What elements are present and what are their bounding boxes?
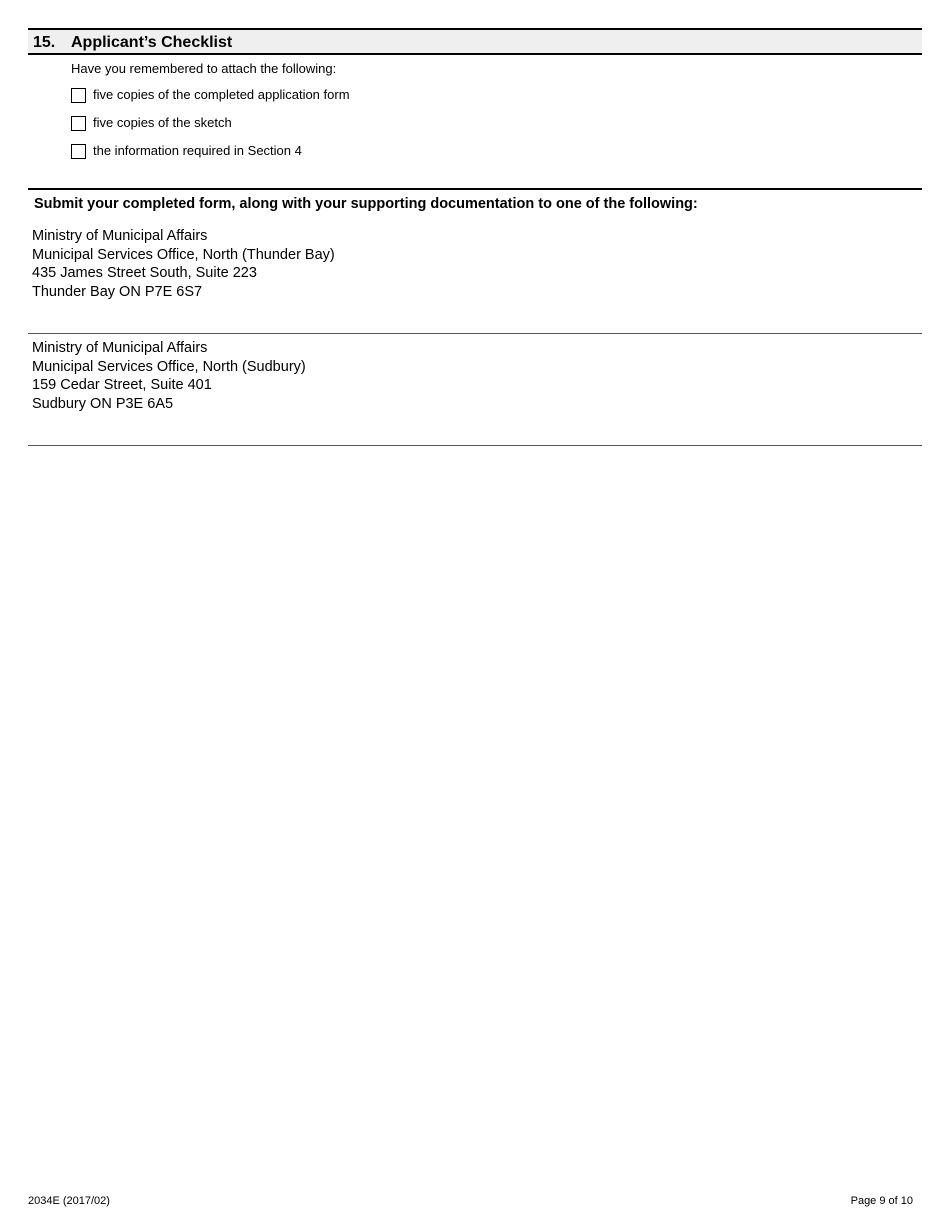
form-id: 2034E (2017/02) bbox=[28, 1195, 110, 1207]
address-line: Municipal Services Office, North (Sudbury) bbox=[32, 358, 306, 375]
checkbox[interactable] bbox=[71, 144, 86, 159]
section-number: 15. bbox=[33, 34, 56, 51]
address-line: Ministry of Municipal Affairs bbox=[32, 340, 208, 356]
checkbox[interactable] bbox=[71, 88, 86, 103]
checklist-item-label: the information required in Section 4 bbox=[93, 143, 302, 158]
address-sudbury bbox=[32, 339, 306, 414]
address-line: Ministry of Municipal Affairs bbox=[32, 228, 208, 244]
address-thunder-bay bbox=[32, 227, 335, 302]
checkbox[interactable] bbox=[71, 116, 86, 131]
checklist-instruction: Have you remembered to attach the following: bbox=[71, 61, 337, 76]
section-header bbox=[28, 28, 922, 55]
page-number: Page 9 of 10 bbox=[850, 1195, 913, 1207]
address-line: 159 Cedar Street, Suite 401 bbox=[32, 377, 212, 394]
divider bbox=[28, 445, 922, 446]
divider bbox=[28, 188, 922, 190]
address-line: Thunder Bay ON P7E 6S7 bbox=[32, 284, 203, 301]
address-line: 435 James Street South, Suite 223 bbox=[32, 265, 257, 282]
address-line: Sudbury ON P3E 6A5 bbox=[32, 396, 174, 413]
checklist-item-label: five copies of the completed application form bbox=[93, 87, 350, 102]
checklist-item-label: five copies of the sketch bbox=[93, 115, 232, 130]
divider bbox=[28, 333, 922, 334]
address-line: Municipal Services Office, North (Thunder Bay) bbox=[32, 246, 335, 263]
submit-heading: Submit your completed form, along with your supporting documentation to one of the following: bbox=[34, 196, 698, 212]
section-title: Applicant’s Checklist bbox=[71, 34, 233, 51]
